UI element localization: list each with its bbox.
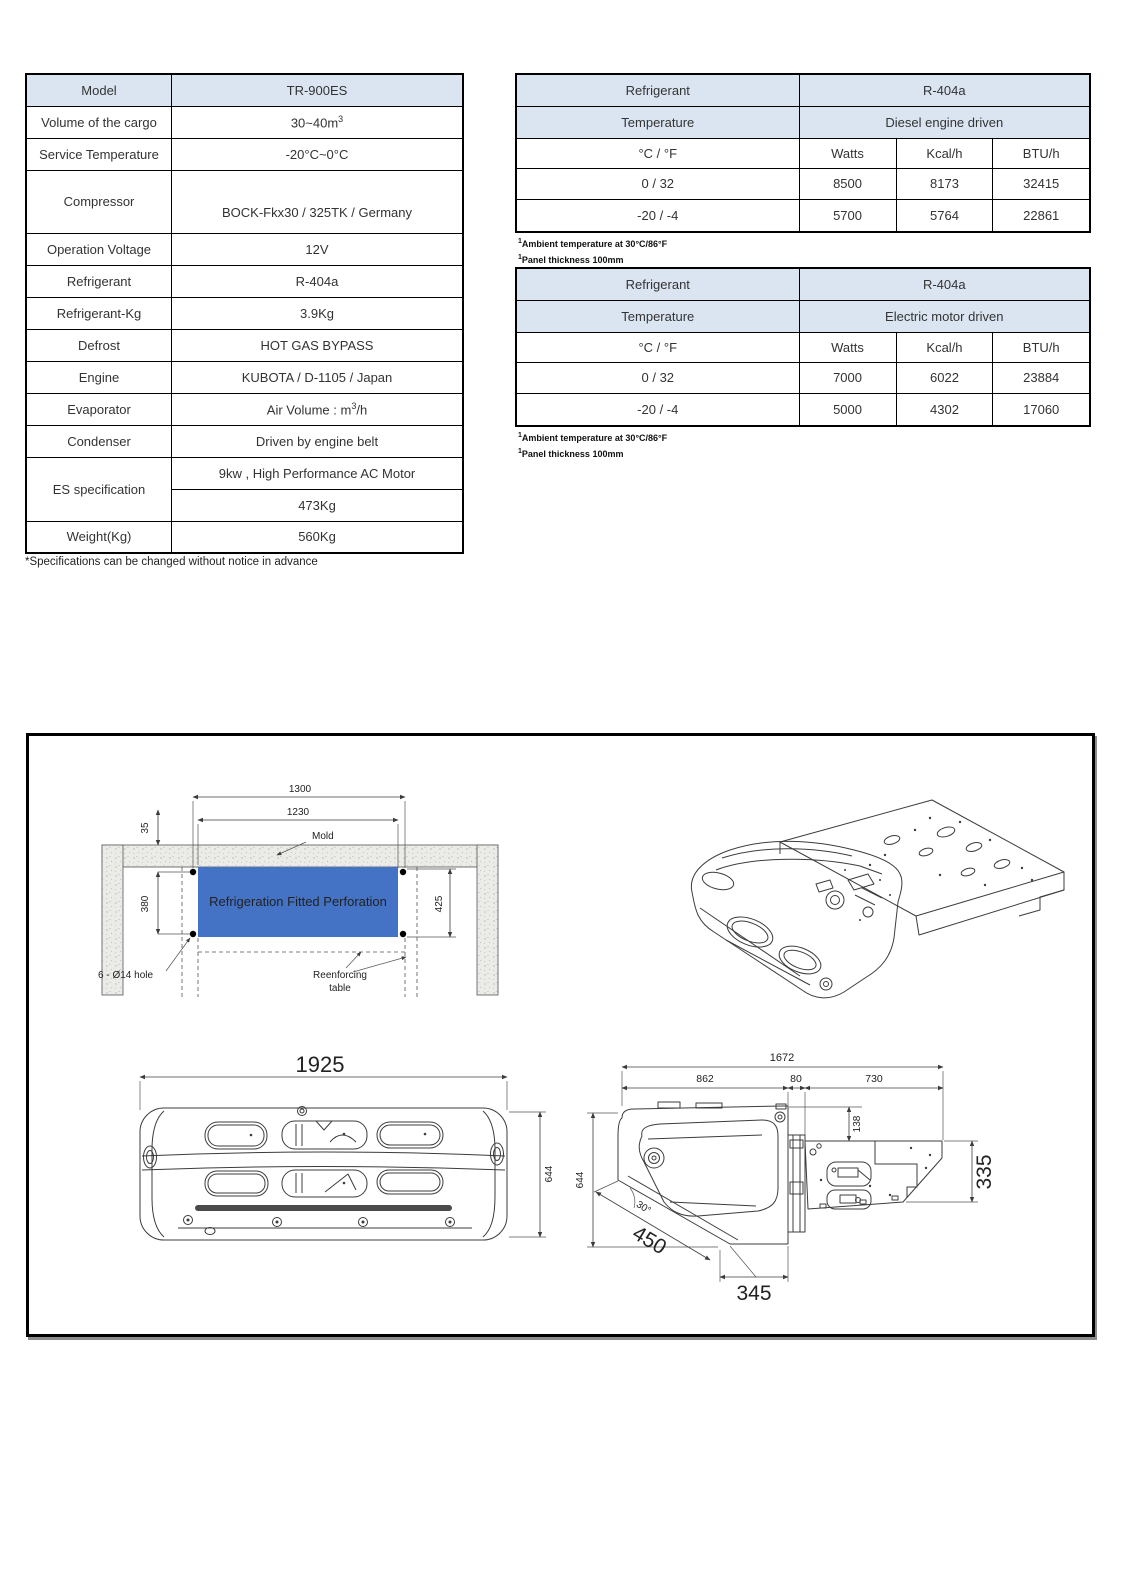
perf-header-label: Refrigerant xyxy=(516,268,799,300)
dim-335: 335 xyxy=(973,1154,996,1190)
dim-425: 425 xyxy=(434,895,445,913)
dim-1672: 1672 xyxy=(769,1052,795,1064)
perf-refrigerant-value: R-404a xyxy=(799,74,1090,106)
dim-138: 138 xyxy=(852,1115,863,1133)
perf-col-header: Watts xyxy=(799,332,896,362)
perf-col-header: Kcal/h xyxy=(896,332,993,362)
front-view xyxy=(120,1050,560,1300)
spec-row-label: Volume of the cargo xyxy=(26,106,172,138)
spec-row-value: 3.9Kg xyxy=(172,297,464,329)
spec-row-label: ES specification xyxy=(26,457,172,521)
reenforcing-label-1: Reenforcing xyxy=(313,970,367,981)
spec-row-label: Defrost xyxy=(26,329,172,361)
note-line: $^1$Panel thickness 100mm xyxy=(518,448,624,459)
dim-644-side: 644 xyxy=(575,1171,586,1189)
spec-row-value: 560Kg xyxy=(172,521,464,553)
dim-80: 80 xyxy=(790,1073,802,1085)
perf-refrigerant-value: R-404a xyxy=(799,268,1090,300)
mounting-diagram xyxy=(96,765,556,1035)
note-line: $^1$Ambient temperature at 30°C/86°F xyxy=(518,238,668,249)
spec-row-value: Air Volume : $m^3/h$ xyxy=(172,393,464,425)
perf-cell: 23884 xyxy=(993,362,1090,393)
spec-row-label: Refrigerant xyxy=(26,265,172,297)
spec-row-label: Condenser xyxy=(26,425,172,457)
spec-row-label: Service Temperature xyxy=(26,138,172,170)
dim-380: 380 xyxy=(140,895,151,913)
perf-header-label: Temperature xyxy=(516,300,799,332)
perf-col-header: °C / °F xyxy=(516,138,799,168)
isometric-view xyxy=(630,780,1070,1030)
perf-col-header: Kcal/h xyxy=(896,138,993,168)
dim-644-front: 644 xyxy=(544,1165,555,1183)
perf-cell: 6022 xyxy=(896,362,993,393)
spec-row-label: Engine xyxy=(26,361,172,393)
spec-row-label: Weight(Kg) xyxy=(26,521,172,553)
perf-cell: 0 / 32 xyxy=(516,168,799,199)
spec-row-label: Refrigerant-Kg xyxy=(26,297,172,329)
dim-30deg: 30° xyxy=(633,1199,653,1217)
perf-cell: 7000 xyxy=(799,362,896,393)
perf-cell: 22861 xyxy=(993,199,1090,232)
spec-footnote: *Specifications can be changed without notice in advance xyxy=(25,556,318,568)
perf-header-label: Refrigerant xyxy=(516,74,799,106)
perf-drive-type: Electric motor driven xyxy=(799,300,1090,332)
dim-1230: 1230 xyxy=(286,807,310,818)
note-line: $^1$Ambient temperature at 30°C/86°F xyxy=(518,432,668,443)
perf-drive-type: Diesel engine driven xyxy=(799,106,1090,138)
perf-col-header: BTU/h xyxy=(993,138,1090,168)
perf-cell: 8500 xyxy=(799,168,896,199)
perf-notes-electric xyxy=(518,429,667,461)
perf-cell: 4302 xyxy=(896,393,993,426)
technical-drawing-box xyxy=(26,733,1095,1337)
hole-label: 6 - Ø14 hole xyxy=(98,970,154,981)
spec-row-value: 473Kg xyxy=(172,489,464,521)
spec-row-value: -20°C~0°C xyxy=(172,138,464,170)
performance-table-diesel xyxy=(515,73,1091,233)
perf-col-header: BTU/h xyxy=(993,332,1090,362)
perforation-label: Refrigeration Fitted Perforation xyxy=(209,894,387,909)
spec-row-value: 9kw , High Performance AC Motor xyxy=(172,457,464,489)
perf-cell: 8173 xyxy=(896,168,993,199)
perf-cell: 5000 xyxy=(799,393,896,426)
spec-row-label: Compressor xyxy=(26,170,172,233)
dim-450: 450 xyxy=(628,1221,671,1260)
perf-cell: 17060 xyxy=(993,393,1090,426)
perf-col-header: °C / °F xyxy=(516,332,799,362)
spec-row-label: Evaporator xyxy=(26,393,172,425)
perf-header-label: Temperature xyxy=(516,106,799,138)
spec-row-value: Driven by engine belt xyxy=(172,425,464,457)
iso-detail-dots xyxy=(844,817,1033,921)
perf-cell: -20 / -4 xyxy=(516,393,799,426)
dim-1925: 1925 xyxy=(295,1052,345,1077)
dim-730: 730 xyxy=(865,1073,883,1085)
dim-345: 345 xyxy=(736,1282,772,1305)
spec-row-value: $30\sim 40m^3$ xyxy=(172,106,464,138)
spec-row-value: BOCK-Fkx30 / 325TK / Germany xyxy=(172,170,464,233)
mold-label: Mold xyxy=(312,831,334,842)
performance-table-electric xyxy=(515,267,1091,427)
spec-row-value: R-404a xyxy=(172,265,464,297)
reenforcing-label-2: table xyxy=(329,983,351,994)
perf-col-header: Watts xyxy=(799,138,896,168)
dim-35: 35 xyxy=(140,822,151,834)
perf-cell: 5700 xyxy=(799,199,896,232)
side-view xyxy=(570,1040,1090,1310)
spec-row-value: TR-900ES xyxy=(172,74,464,106)
spec-row-value: 12V xyxy=(172,233,464,265)
perf-cell: -20 / -4 xyxy=(516,199,799,232)
spec-row-value: HOT GAS BYPASS xyxy=(172,329,464,361)
spec-row-label: Operation Voltage xyxy=(26,233,172,265)
perf-notes-diesel xyxy=(518,235,667,267)
perf-cell: 32415 xyxy=(993,168,1090,199)
perf-cell: 5764 xyxy=(896,199,993,232)
perf-cell: 0 / 32 xyxy=(516,362,799,393)
spec-row-value: KUBOTA / D-1105 / Japan xyxy=(172,361,464,393)
spec-table xyxy=(25,73,464,554)
spec-row-label: Model xyxy=(26,74,172,106)
dim-862: 862 xyxy=(696,1073,714,1085)
front-slot xyxy=(195,1205,452,1211)
note-line: $^1$Panel thickness 100mm xyxy=(518,254,624,265)
dim-1300: 1300 xyxy=(288,784,312,795)
